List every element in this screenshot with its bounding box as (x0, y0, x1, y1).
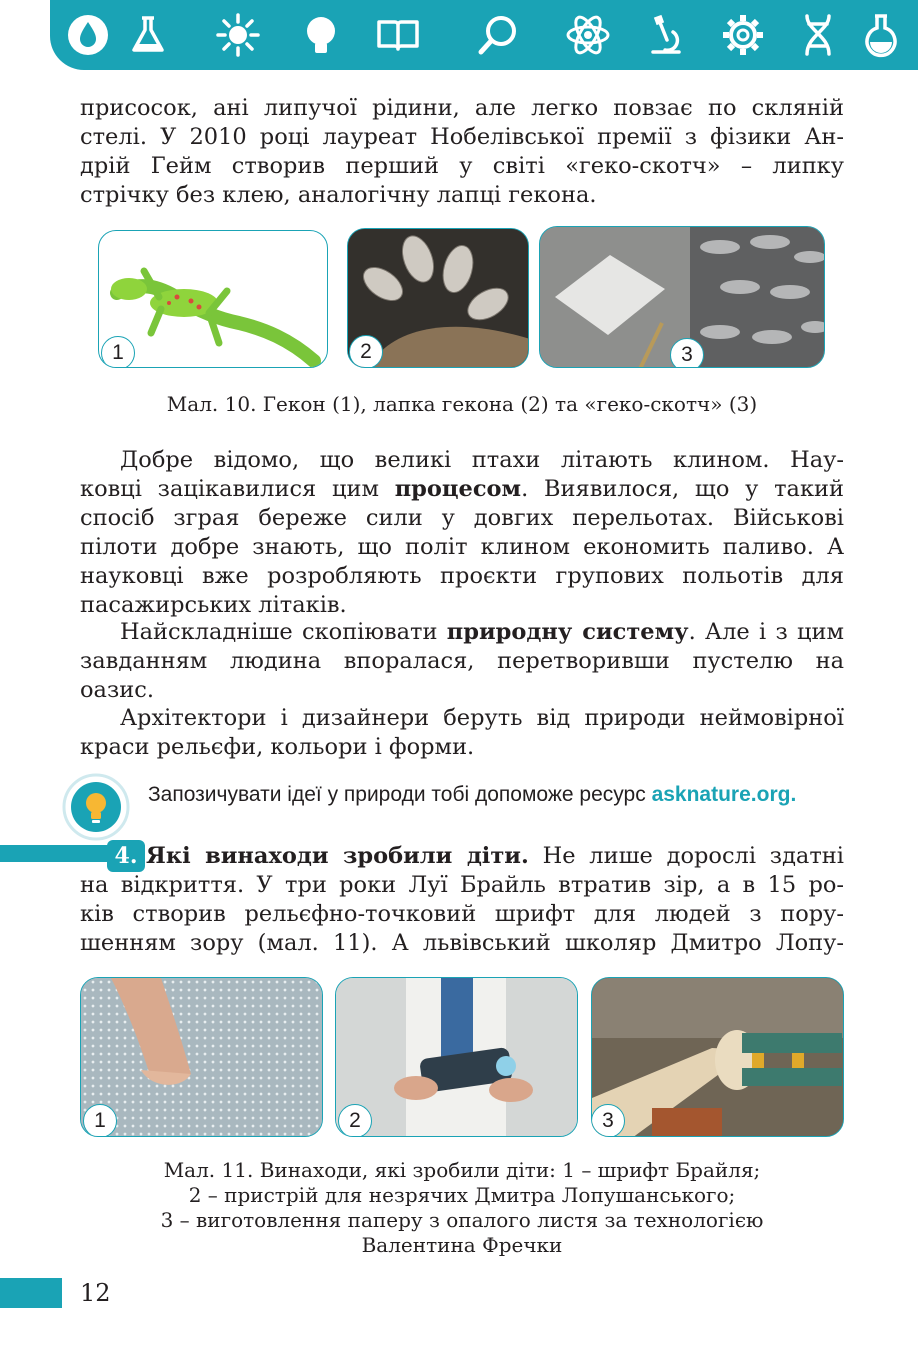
caption-line: 3 – виготовлення паперу з опалого листя за технологією (160, 1208, 764, 1232)
text-line (80, 842, 844, 871)
gecko-tape-photo (539, 226, 825, 368)
caption-line: Мал. 11. Винаходи, які зробили діти: 1 – шрифт Брайля; (163, 1158, 761, 1182)
text-span: . Виявилося, що у такий (521, 476, 844, 502)
asknature-link[interactable]: asknature.org. (651, 783, 797, 806)
dna-icon (795, 12, 841, 58)
bold-term: природну систему (446, 619, 689, 645)
bulb-icon (298, 12, 344, 58)
text-line (80, 475, 844, 504)
gear-icon (720, 12, 766, 58)
text-span: ковці зацікавилися цим (80, 476, 395, 502)
braille-photo (80, 977, 323, 1137)
paragraph-architects (80, 704, 844, 762)
gecko-photo (98, 230, 328, 368)
book-icon (375, 12, 421, 58)
paragraph-natural-system (80, 618, 844, 705)
text-line (80, 618, 844, 647)
tip-text-span: Запозичувати ідеї у природи тобі допоможе ресурс (148, 783, 652, 806)
text-line: на відкриття. У три роки Луї Брайль втратив зір, а в 15 ро- (80, 872, 844, 898)
text-line: краси рельєфи, кольори і форми. (80, 734, 475, 760)
page-number: 12 (80, 1279, 111, 1307)
device-photo (335, 977, 578, 1137)
text-line: пілоти добре знають, що політ клином економить паливо. А (80, 534, 844, 560)
text-line: пасажирських літаків. (80, 592, 347, 618)
text-line: оазис. (80, 677, 154, 703)
section-4-text (80, 842, 844, 958)
microscope-icon (645, 12, 691, 58)
tip-text (148, 781, 796, 809)
figure-badge: 2 (338, 1104, 372, 1137)
figure-badge: 1 (101, 336, 135, 368)
paragraph-intro (80, 94, 844, 210)
drop-icon (65, 12, 111, 58)
text-line: дрій Гейм створив перший у світі «геко-скотч» – липку (80, 153, 844, 179)
sun-icon (215, 12, 261, 58)
atom-icon (565, 12, 611, 58)
lightbulb-icon (62, 773, 130, 841)
text-line: спосіб зграя береже сили у довгих перельотах. Військові (80, 505, 844, 531)
magnifier-icon (475, 12, 521, 58)
text-line: стелі. У 2010 році лауреат Нобелівської премії з фізики Ан- (80, 124, 844, 150)
text-line: Архітектори і дизайнери беруть від природи неймовірної (120, 705, 844, 731)
text-span: Найскладніше скопіювати (120, 619, 447, 645)
text-line: шенням зору (мал. 11). А львівський школяр Дмитро Лопу- (80, 930, 844, 956)
paragraph-birds (80, 446, 844, 620)
figure-badge: 2 (349, 335, 383, 368)
section-title: Які винаходи зробили діти. (146, 843, 529, 869)
text-line: Добре відомо, що великі птахи літають клином. Нау- (120, 447, 844, 473)
page-number-bar (0, 1278, 62, 1308)
figure-badge: 1 (83, 1104, 117, 1137)
text-line: присосок, ані липучої рідини, але легко повзає по скляній (80, 95, 844, 121)
caption-line: 2 – пристрій для незрячих Дмитра Лопушанського; (188, 1183, 736, 1207)
figure-badge: 3 (591, 1104, 625, 1137)
text-line: завданням людина впоралася, перетворивши пустелю на (80, 648, 844, 674)
text-span: . Але і з цим (688, 619, 845, 645)
text-line: науковці вже розробляють проєкти групових польотів для (80, 563, 844, 589)
figure-10-caption: Мал. 10. Гекон (1), лапка гекона (2) та «геко-скотч» (3) (166, 392, 758, 416)
header-bar (50, 0, 918, 70)
figure-badge: 3 (670, 338, 704, 368)
text-span: Не лише дорослі здатні (528, 843, 844, 869)
flask-icon (125, 12, 171, 58)
section-number: 4. (107, 840, 145, 872)
bold-term: процесом (394, 476, 522, 502)
figure-11-caption (80, 1158, 844, 1258)
gecko-foot-photo (347, 228, 529, 368)
caption-line: Валентина Фречки (361, 1233, 563, 1257)
text-line: стрічку без клею, аналогічну лапці гекона. (80, 182, 597, 208)
text-line: ків створив рельєфно-точковий шрифт для людей з пору- (80, 901, 844, 927)
paper-factory-photo (591, 977, 844, 1137)
beaker-icon (858, 12, 904, 58)
